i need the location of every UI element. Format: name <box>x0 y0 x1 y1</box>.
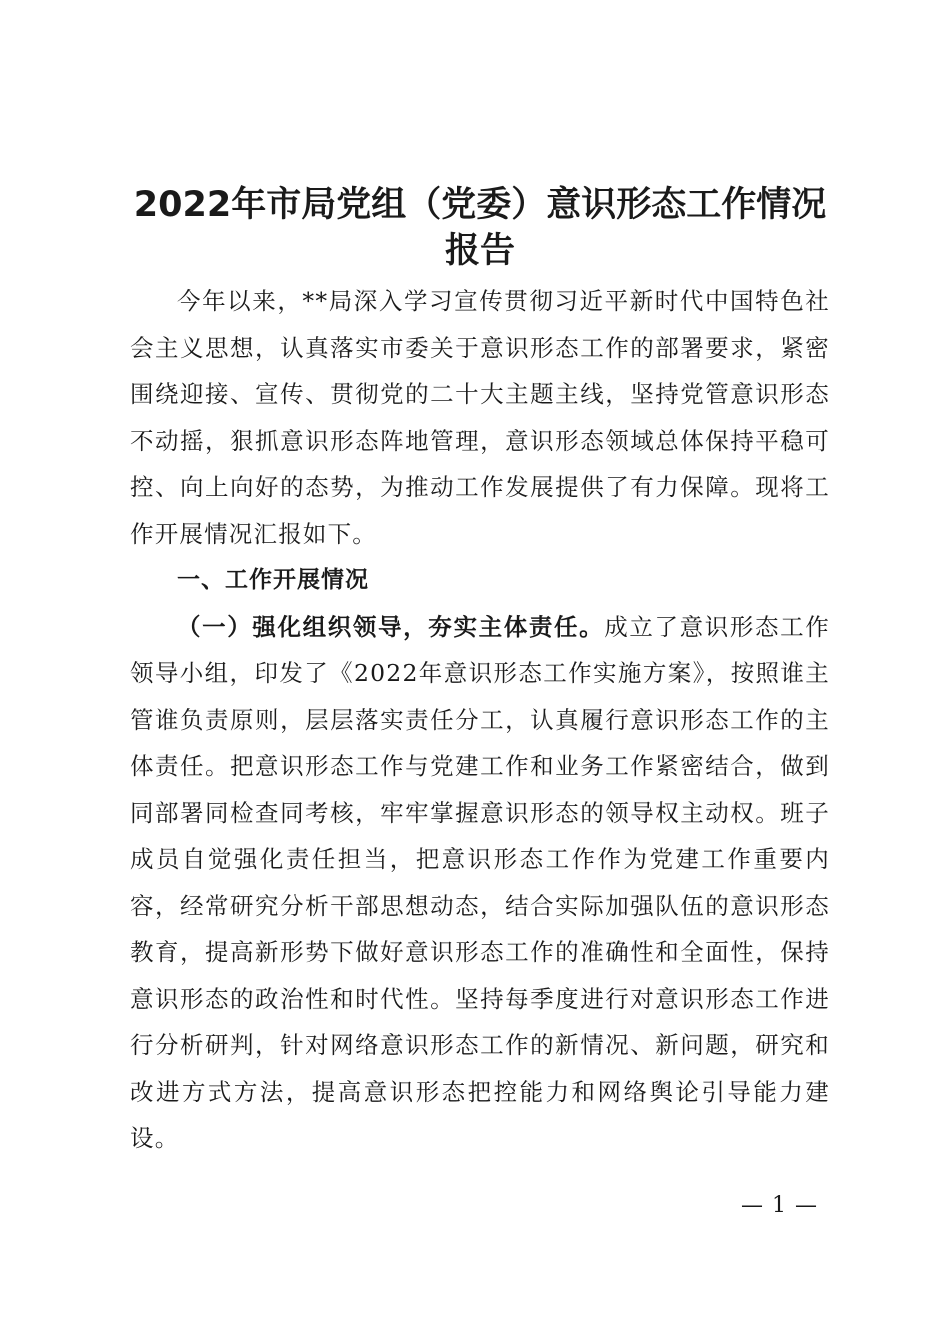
subsection-lead-1: （一）强化组织领导，夯实主体责任。 <box>177 612 605 641</box>
section-heading-1: 一、工作开展情况 <box>177 567 369 593</box>
title-line-1: 2022年市局党组（党委）意识形态工作情况 <box>133 185 827 225</box>
page-number: — 1 — <box>741 1193 818 1218</box>
document-body <box>130 278 830 1162</box>
document-title <box>120 182 840 274</box>
subsection-text-1: 成立了意识形态工作领导小组，印发了《2022年意识形态工作实施方案》，按照谁主管谁负责原则，层层落实责任分工，认真履行意识形态工作的主体责任。把意识形态工作与党建工作和业务工作紧密结合，做到同部署同检查同考核，牢牢掌握意识形态的领导权主动权。班子成员自觉强化责任担当，把意识形态工作作为党建工作重要内容，经常研究分析干部思想动态，结合实际加强队伍的意识形态教育，提高新形势下做好意识形态工作的准确性和全面性，保持意识形态的政治性和时代性。坚持每季度进行对意识形态工作进行分析研判，针对网络意识形态工作的新情况、新问题，研究和改进方式方法，提高意识形态把控能力和网络舆论引导能力建设。 <box>130 612 830 1152</box>
title-line-2: 报告 <box>444 231 515 271</box>
subsection-paragraph-1 <box>130 604 830 1162</box>
intro-paragraph: 今年以来，**局深入学习宣传贯彻习近平新时代中国特色社会主义思想，认真落实市委关于意识形态工作的部署要求，紧密围绕迎接、宣传、贯彻党的二十大主题主线，坚持党管意识形态不动摇，狠抓意识形态阵地管理，意识形态领域总体保持平稳可控、向上向好的态势，为推动工作发展提供了有力保障。现将工作开展情况汇报如下。 <box>130 287 830 548</box>
